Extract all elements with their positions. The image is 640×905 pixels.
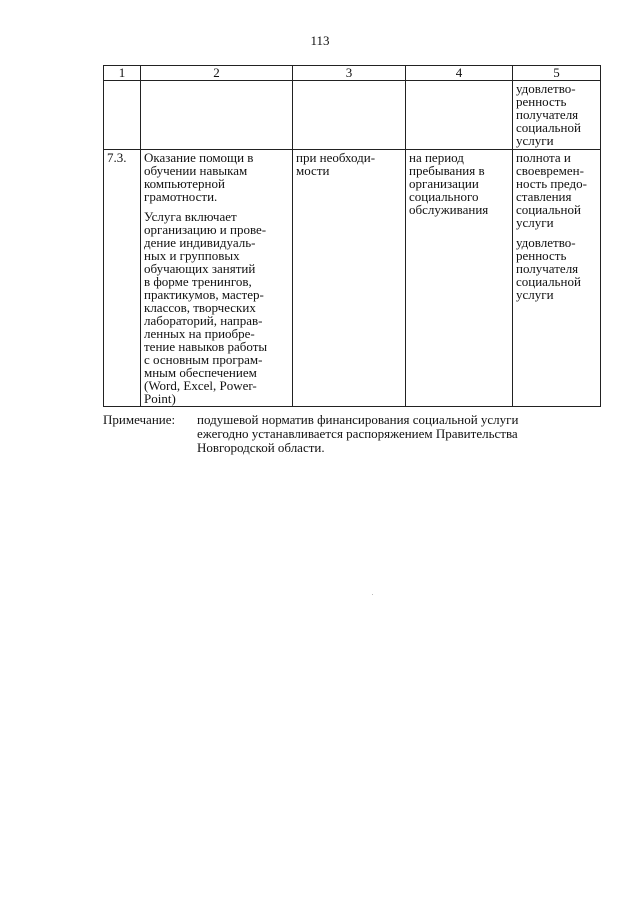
col-header-2: 2 [141,66,293,81]
cell-period: на период пребывания в организации социального обслуживания [406,150,513,407]
cell-empty [141,81,293,150]
page-number: 113 [310,33,330,48]
col-header-5: 5 [513,66,601,81]
table-header-row [104,66,601,81]
cell-empty [293,81,406,150]
service-title: Оказание помощи в обучении навыкам компьютерной грамотности. [144,150,254,204]
col-header-1: 1 [104,66,141,81]
table-row-continuation [104,81,601,150]
cell-timing: при необходи- мости [293,150,406,407]
cell-quality-continued: удовлетво- ренность получателя социальной услуги [513,81,601,150]
scan-speck [372,594,373,595]
cell-row-number: 7.3. [104,150,141,407]
col-header-3: 3 [293,66,406,81]
service-details: Услуга включает организацию и прове- дение индивидуаль- ных и групповых обучающих занятий в форме тренингов, практикумов, мастер- классов, творческих лабораторий, направ- ленных на приобре- тение навыков работы с основным програм- мным обеспечением (Word, Excel, Power- Point) [144,209,268,406]
cell-service-description [141,150,293,407]
quality-criterion-completeness: полнота и своевремен- ность предо- ставления социальной услуги [516,150,587,230]
note-label: Примечание: [103,412,176,427]
cell-empty [406,81,513,150]
col-header-4: 4 [406,66,513,81]
note-text: подушевой норматив финансирования социальной услуги ежегодно устанавливается распоряжением Правительства Новгородской области. [197,412,519,455]
cell-quality-criteria [513,150,601,407]
quality-criterion-satisfaction: удовлетво- ренность получателя социальной услуги [516,235,581,302]
cell-empty [104,81,141,150]
services-table [103,65,601,407]
table-row-7-3 [104,150,601,407]
